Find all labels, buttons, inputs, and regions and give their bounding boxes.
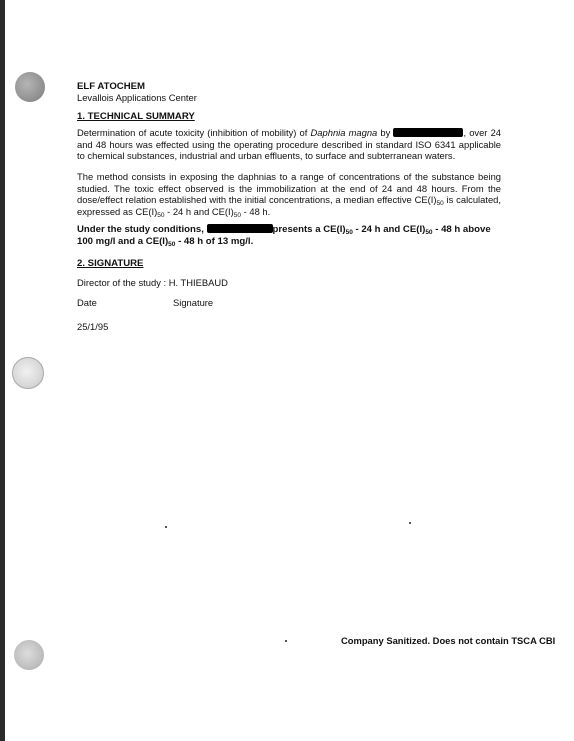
sanitized-notice: Company Sanitized. Does not contain TSCA CBI	[341, 635, 556, 646]
punch-hole-bottom	[14, 640, 44, 670]
center-name: Levallois Applications Center	[77, 92, 197, 103]
punch-hole-middle	[12, 357, 44, 389]
director-line: Director of the study : H. THIEBAUD	[77, 277, 228, 288]
redaction-bar	[393, 128, 463, 137]
scan-speck	[165, 526, 167, 528]
punch-hole-top	[15, 72, 45, 102]
paragraph-method: The method consists in exposing the daphnias to a range of concentrations of the substance being studied. The toxic effect observed is the immobilization at the end of 24 and 48 hours. From the dose/effect relation established with the initial concentrations, a median effective $CE(I)_{50}$ is calculated, expressed as $CE(I)_{50} - 24$ h and $CE(I)_{50} - 48$ h.	[77, 171, 501, 219]
date-label: Date	[77, 297, 97, 308]
date-signature-row	[77, 297, 501, 309]
paragraph-conclusion: Under the study conditions, presents a $CE(I)_{50} - 24$ h and $CE(I)_{50} - 48$ h above 100 mg/l and a $CE(I)_{50} - 48$ h of 13 mg/l.	[77, 224, 491, 248]
species-name: Daphnia magna	[310, 127, 378, 138]
signature-label: Signature	[173, 297, 214, 308]
company-name: ELF ATOCHEM	[77, 81, 146, 92]
section-heading-technical-summary: 1. TECHNICAL SUMMARY	[77, 111, 195, 122]
redaction-bar	[207, 224, 273, 233]
date-value: 25/1/95	[77, 321, 109, 332]
scan-speck	[285, 640, 287, 642]
scan-speck	[409, 522, 411, 524]
scan-edge	[0, 0, 5, 741]
section-heading-signature: 2. SIGNATURE	[77, 258, 144, 269]
paragraph-determination: Determination of acute toxicity (inhibition of mobility) of Daphnia magna by , over 24 and 48 hours was effected using the operating procedure described in standard ISO 6341 applicable to chemical substances, industrial and urban effluents, to surface and subterranean waters.	[77, 127, 501, 161]
